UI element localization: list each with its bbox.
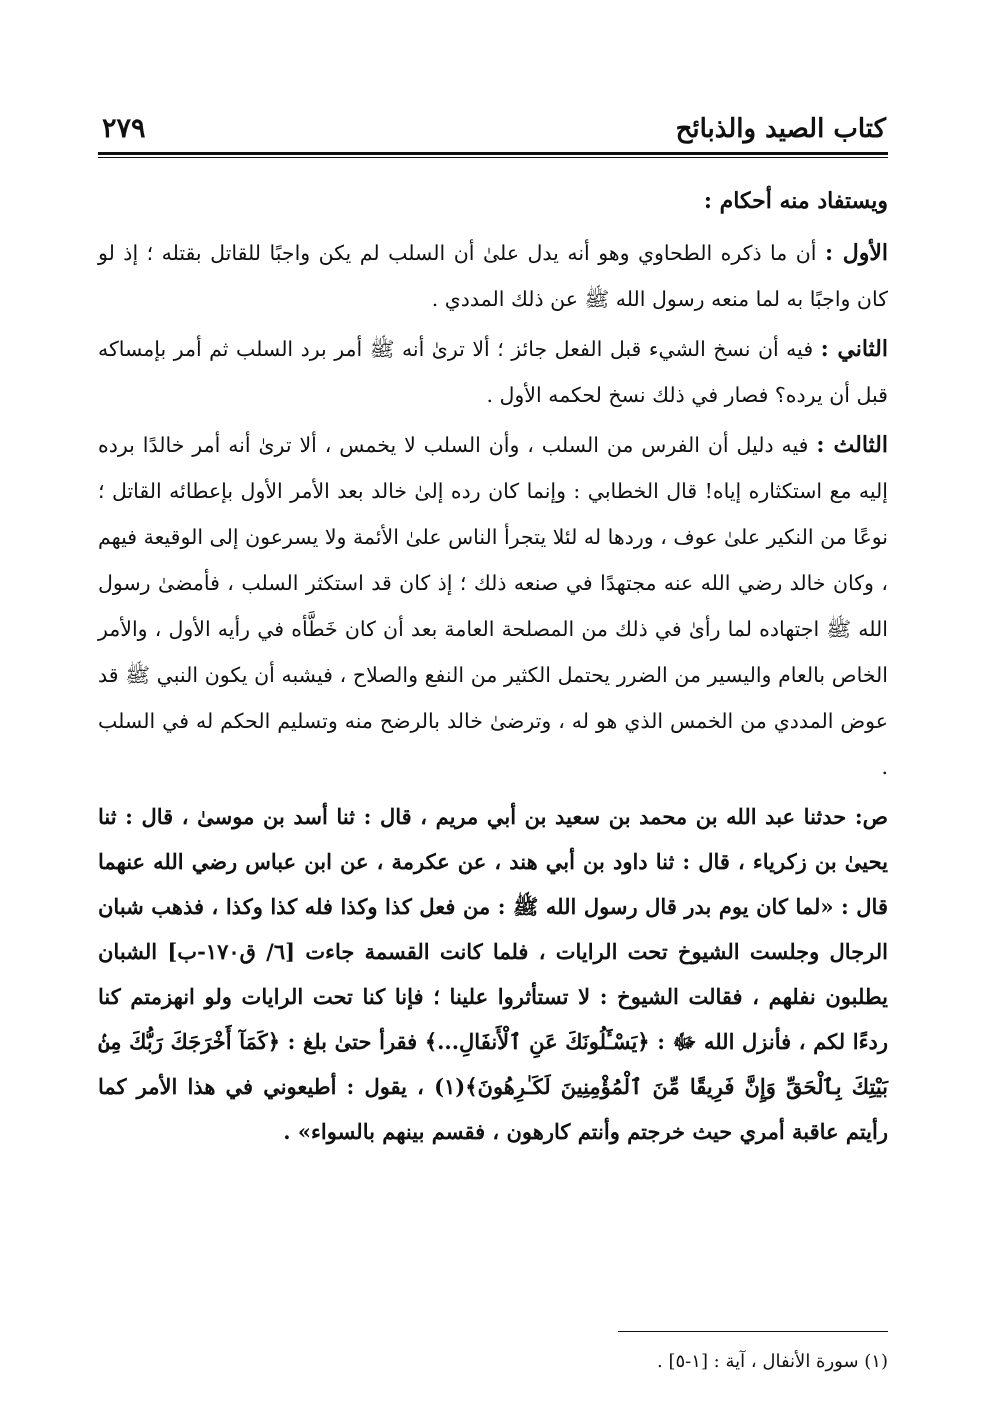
header-rule-thick (98, 152, 888, 155)
point-text: أن ما ذكره الطحاوي وهو أنه يدل علىٰ أن السلب لم يكن واجبًا للقاتل بقتله ؛ إذ لو كان واجبًا به لما منعه رسول الله ﷺ عن ذلك المددي . (98, 241, 888, 311)
point-lead: الثاني : (820, 336, 888, 362)
hadith-text: ص: حدثنا عبد الله بن محمد بن سعيد بن أبي مريم ، قال : ثنا أسد بن موسىٰ ، قال : ثنا يحيىٰ بن زكرياء ، قال : ثنا داود بن أبي هند ، عن عكرمة ، عن ابن عباس رضي الله عنهما قال : «لما كان يوم بدر قال رسول الله ﷺ : من فعل كذا وكذا فله كذا وكذا ، فذهب شبان الرجال وجلست الشيوخ تحت الرايات ، فلما كانت القسمة جاءت [٦/ ق١٧٠-ب] الشبان يطلبون نفلهم ، فقالت الشيوخ : لا تستأثروا علينا ؛ فإنا كنا تحت الرايات ولو انهزمتم كنا ردءًا لكم ، فأنزل الله ﷻ : ﴿يَسْـَٔلُونَكَ عَنِ ٱلْأَنفَالِ...﴾ فقرأ حتىٰ بلغ : ﴿كَمَآ أَخْرَجَكَ رَبُّكَ مِنۢ بَيْتِكَ بِٱلْحَقِّ وَإِنَّ فَرِيقًا مِّنَ ٱلْمُؤْمِنِينَ لَكَـٰرِهُونَ﴾(١) ، يقول : أطيعوني في هذا الأمر كما رأيتم عاقبة أمري حيث خرجتم وأنتم كارهون ، فقسم بينهم بالسواء» . (98, 804, 889, 1144)
point-second (98, 326, 888, 418)
header-rule-thin (98, 157, 888, 158)
rulings-heading: ويستفاد منه أحكام : (703, 188, 888, 214)
book-page (98, 100, 888, 1380)
point-lead: الأول : (824, 240, 888, 266)
point-text: فيه أن نسخ الشيء قبل الفعل جائز ؛ ألا ترىٰ أنه ﷺ أمر برد السلب ثم أمر بإمساكه قبل أن يرده؟ فصار في ذلك نسخ لحكمه الأول . (98, 337, 888, 407)
footnote-rule (618, 1331, 888, 1332)
point-text: فيه دليل أن الفرس من السلب ، وأن السلب لا يخمس ، ألا ترىٰ أنه أمر خالدًا برده إليه مع استكثاره إياه! قال الخطابي : وإنما كان رده إلىٰ خالد بعد الأمر الأول بإعطائه القاتل ؛ نوعًا من النكير علىٰ عوف ، وردها له لئلا يتجرأ الناس علىٰ الأئمة ولا يسرعون إلى الوقيعة فيهم ، وكان خالد رضي الله عنه مجتهدًا في صنعه ذلك ؛ إذ كان قد استكثر السلب ، فأمضىٰ رسول الله ﷺ اجتهاده لما رأىٰ في ذلك من المصلحة العامة بعد أن كان خَطَّأه في رأيه الأول ، والأمر الخاص بالعام واليسير من الضرر يحتمل الكثير من النفع والصلاح ، فيشبه أن يكون النبي ﷺ قد عوض المددي من الخمس الذي هو له ، وترضىٰ خالد بالرضح منه وتسليم الحكم له في السلب . (98, 433, 888, 779)
point-first (98, 230, 888, 322)
main-text (98, 178, 888, 1154)
footnote: (١) سورة الأنفال ، آية : [١-٥] . (657, 1351, 888, 1372)
running-header (98, 100, 888, 144)
chapter-title: كتاب الصيد والذبائح (675, 114, 886, 144)
point-lead: الثالث : (816, 432, 889, 458)
page-number: ٢٧٩ (102, 113, 146, 144)
point-third (98, 422, 888, 790)
